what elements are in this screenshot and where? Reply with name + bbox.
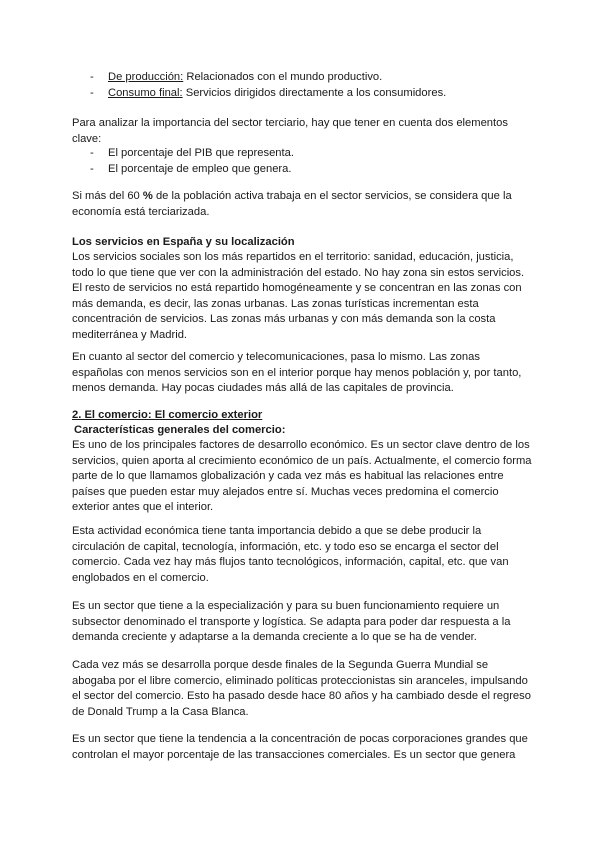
bullet-term: Consumo final:: [108, 86, 183, 99]
analysis-paragraph: Para analizar la importancia del sector terciario, hay que tener en cuenta dos elementos clave:: [72, 117, 508, 145]
commerce-paragraph-3: Es un sector que tiene a la especialización y para su buen funcionamiento requiere un subsector denominado el transporte y logística. Se adapta para poder dar respuesta a la demanda creciente y adaptarse a la demanda creciente a lo que se ha de vender.: [72, 600, 511, 644]
intro-bullet-list: [90, 70, 530, 101]
analysis-bullet-list: [90, 146, 530, 177]
percent-sign: %: [142, 190, 153, 202]
services-paragraph-1: Los servicios sociales son los más repartidos en el territorio: sanidad, educación, justicia, todo lo que tiene que ver con la administración del estado. No hay zona sin estos servicios. El resto de servicios no está repartido homogéneamente y se concentran en las zonas con más demanda, es decir, las zonas urbanas. Las zonas turísticas incrementan esta concentración de servicios. Las zonas más urbanas y con más demanda son la costa mediterránea y Madrid.: [72, 251, 525, 341]
text-run: de la población activa trabaja en el sector servicios, se considera que la economía está terciarizada.: [72, 190, 512, 218]
terciarizada-paragraph: [72, 189, 532, 220]
services-paragraph-2: En cuanto al sector del comercio y telecomunicaciones, pasa lo mismo. Las zonas españolas con menos servicios son en el interior porque hay menos población y, por tanto, menos demanda. Hay pocas ciudades más allá de las capitales de provincia.: [72, 351, 522, 395]
section-heading-services: Los servicios en España y su localización: [72, 236, 295, 248]
dash-bullet: -: [90, 162, 94, 175]
bullet-text: Servicios dirigidos directamente a los consumidores.: [182, 86, 447, 99]
list-item: [90, 86, 530, 102]
bullet-text: El porcentaje de empleo que genera.: [108, 162, 292, 175]
section-heading-commerce: 2. El comercio: El comercio exterior: [72, 409, 263, 421]
commerce-paragraph-2: Esta actividad económica tiene tanta importancia debido a que se debe producir la circulación de capital, tecnología, información, etc. y todo eso se encarga el sector del comercio. Cada vez hay más flujos tanto tecnológicos, información, capital, etc. que van englobados en el comercio.: [72, 525, 509, 584]
commerce-paragraph-4: Cada vez más se desarrolla porque desde finales de la Segunda Guerra Mundial se abogaba por el libre comercio, eliminado políticas proteccionistas sin aranceles, impulsando el sector del comercio. Esto ha pasado desde hace 80 años y ha cambiado desde el regreso de Donald Trump a la Casa Blanca.: [72, 659, 531, 718]
list-item: [90, 70, 530, 86]
list-item: [90, 162, 530, 178]
bullet-text: Relacionados con el mundo productivo.: [183, 71, 383, 83]
commerce-paragraph-1: Es uno de los principales factores de desarrollo económico. Es un sector clave dentro de los servicios, quien aporta al crecimiento económico de un país. Actualmente, el comercio forma parte de lo que llamamos globalización y cada vez más es habitual las relaciones entre países que pueden estar muy alejados entre sí. Muchas veces predomina el comercio exterior antes que el interior.: [72, 439, 532, 514]
text-run: Si más del 60: [72, 190, 143, 202]
commerce-paragraph-5: Es un sector que tiene la tendencia a la concentración de pocas corporaciones grandes que controlan el mayor porcentaje de las transacciones comerciales. Es un sector que genera: [72, 733, 528, 761]
dash-bullet: -: [90, 147, 94, 159]
bullet-term: De producción:: [108, 71, 184, 83]
list-item: [90, 146, 530, 162]
dash-bullet: -: [90, 71, 94, 83]
section-subheading-commerce: Características generales del comercio:: [74, 424, 286, 436]
dash-bullet: -: [90, 86, 94, 99]
bullet-text: El porcentaje del PIB que representa.: [108, 147, 294, 159]
